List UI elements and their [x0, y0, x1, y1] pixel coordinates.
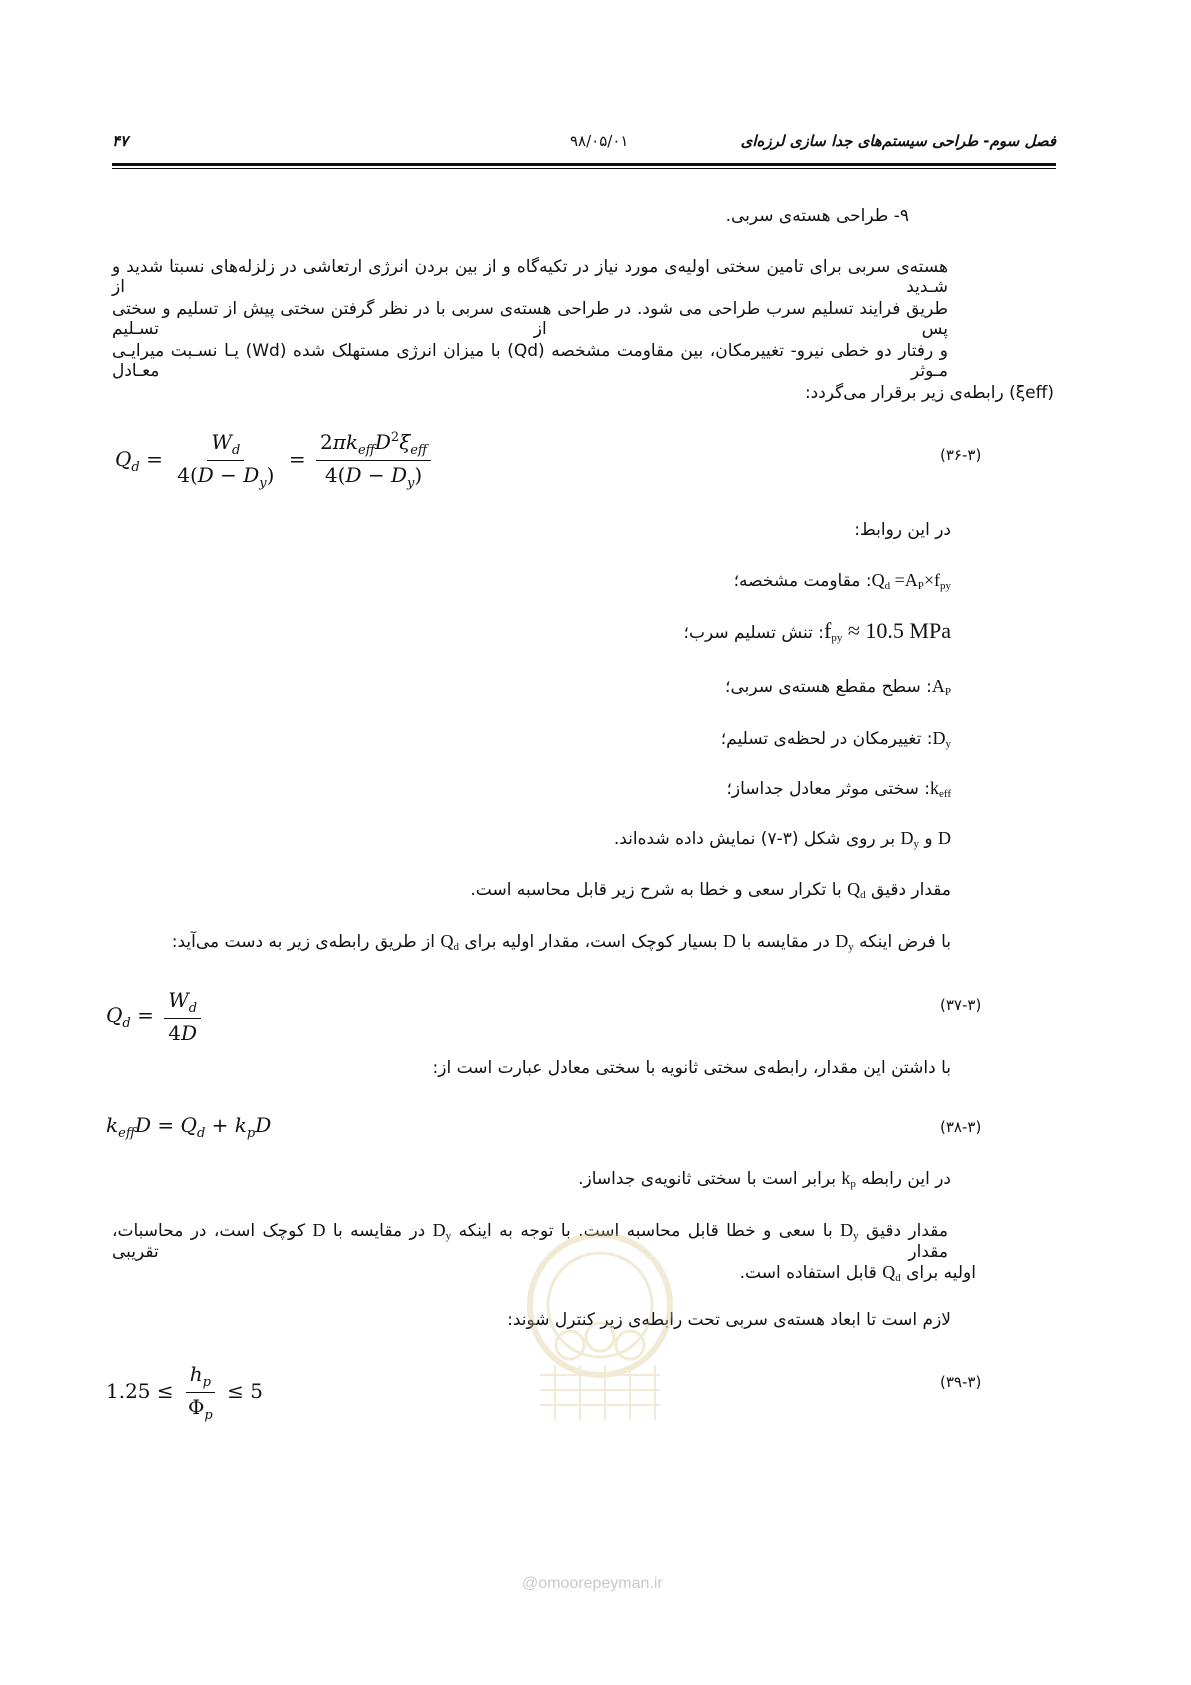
definition-ap: $A_P$: سطح مقطع هسته‌ی سربی؛	[725, 676, 951, 698]
definition-d-dy-text: بر روی شکل (۳-۷) نمایش داده شده‌اند.	[613, 829, 896, 849]
definition-fpy-value: ≈ 10.5 MPa	[847, 618, 951, 643]
exact-qd-text: مقدار دقیق $Q_d$ با تکرار سعی و خطا به شرح زیر قابل محاسبه است.	[470, 879, 951, 901]
equation-39-left: 1.25 ≤	[106, 1379, 174, 1403]
section-title: ۹- طراحی هسته‌ی سربی.	[725, 206, 909, 226]
equation-39-right: ≤ 5	[227, 1379, 263, 1403]
equation-38: $k_{eff}D = Q_d + k_pD$	[106, 1113, 272, 1141]
chapter-title: فصل سوم- طراحی سیستم‌های جدا سازی لرزه‌ای	[740, 132, 1056, 150]
definition-qd-label: مقاومت مشخصه؛	[733, 571, 861, 591]
paragraph-line-4: (ξeff) رابطه‌ی زیر برقرار می‌گردد:	[804, 383, 1054, 403]
watermark-logo-icon	[510, 1225, 690, 1425]
definition-keff: $k_{eff}$: سختی موثر معادل جداساز؛	[726, 778, 951, 800]
definition-dy-label: تغییرمکان در لحظه‌ی تسلیم؛	[720, 729, 922, 749]
control-text: لازم است تا ابعاد هسته‌ی سربی تحت رابطه‌ی زیر کنترل شوند:	[507, 1310, 951, 1330]
equation-38-number: (۳۸-۳)	[940, 1118, 982, 1136]
definition-keff-label: سختی موثر معادل جداساز؛	[726, 779, 919, 799]
definition-dy: $D_y$: تغییرمکان در لحظه‌ی تسلیم؛	[720, 728, 951, 750]
definition-fpy-label: تنش تسلیم سرب؛	[683, 623, 813, 643]
paragraph-line-1: هسته‌ی سربی برای تامین سختی اولیه‌ی مورد نیاز در تکیه‌گاه و از بین بردن انرژی ارتعاشی در زلزله‌های نسبتا شدید و شـدید از	[112, 257, 948, 297]
definition-fpy: $f_{py} \approx 10.5$ MPa: تنش تسلیم سرب؛	[683, 618, 951, 644]
header-rule-thin	[112, 168, 1056, 169]
equation-39-number: (۳۹-۳)	[940, 1373, 982, 1391]
dy-exact-line-2: اولیه برای $Q_d$ قابل استفاده است.	[739, 1262, 976, 1284]
definition-d-dy: D و $D_y$ بر روی شکل (۳-۷) نمایش داده شده‌اند.	[613, 828, 951, 850]
header-rule-thick	[112, 163, 1056, 166]
kp-text: در این رابطه $k_p$ برابر است با سختی ثانویه‌ی جداساز.	[578, 1168, 951, 1190]
dy-exact-line-1: مقدار دقیق $D_y$ با سعی و خطا قابل محاسبه است. با توجه به اینکه $D_y$ در مقایسه با D کوچک است، در محاسبات، مقدار تقریبی	[112, 1220, 948, 1262]
equation-39: 1.25 ≤ $\frac{h_p}{\Phi_p}$ ≤ 5	[106, 1362, 263, 1423]
equation-36: $Q_d$ = $\frac{W_d}{4(D - D_y)}$ = $\frac{2\pi k_{eff}D^2\xi_{eff}}{4(D - D_y)}$	[115, 430, 435, 491]
paragraph-line-3: و رفتار دو خطی نیرو- تغییرمکان، بین مقاومت مشخصه (Qd) با میزان انرژی مستهلک شده (Wd) یـا نسـبت میرایـی مـوثر معـادل	[112, 341, 948, 381]
with-value-text: با داشتن این مقدار، رابطه‌ی سختی ثانویه با سختی معادل عبارت است از:	[432, 1058, 951, 1078]
definition-ap-label: سطح مقطع هسته‌ی سربی؛	[725, 677, 921, 697]
page-date: ۹۸/۰۵/۰۱	[570, 132, 629, 150]
definitions-intro: در این روابط:	[854, 520, 951, 540]
equation-37: $Q_d$ = $\frac{W_d}{4D}$	[106, 988, 205, 1045]
equation-37-number: (۳۷-۳)	[940, 996, 982, 1014]
paragraph-line-2: طریق فرایند تسلیم سرب طراحی می شود. در طراحی هسته‌ی سربی با در نظر گرفتن سختی پیش از تسلیم و سختی پس از تسـلیم	[112, 299, 948, 339]
definition-qd: $Q_d =A_P\times f_{py}$: مقاومت مشخصه؛	[733, 570, 951, 592]
assume-text: با فرض اینکه $D_y$ در مقایسه با D بسیار کوچک است، مقدار اولیه برای $Q_d$ از طریق رابطه‌ی زیر به دست می‌آید:	[171, 931, 951, 953]
page-number: ۴۷	[112, 132, 129, 150]
watermark-site: @omoorepeyman.ir	[522, 1575, 663, 1592]
equation-36-number: (۳۶-۳)	[940, 446, 982, 464]
